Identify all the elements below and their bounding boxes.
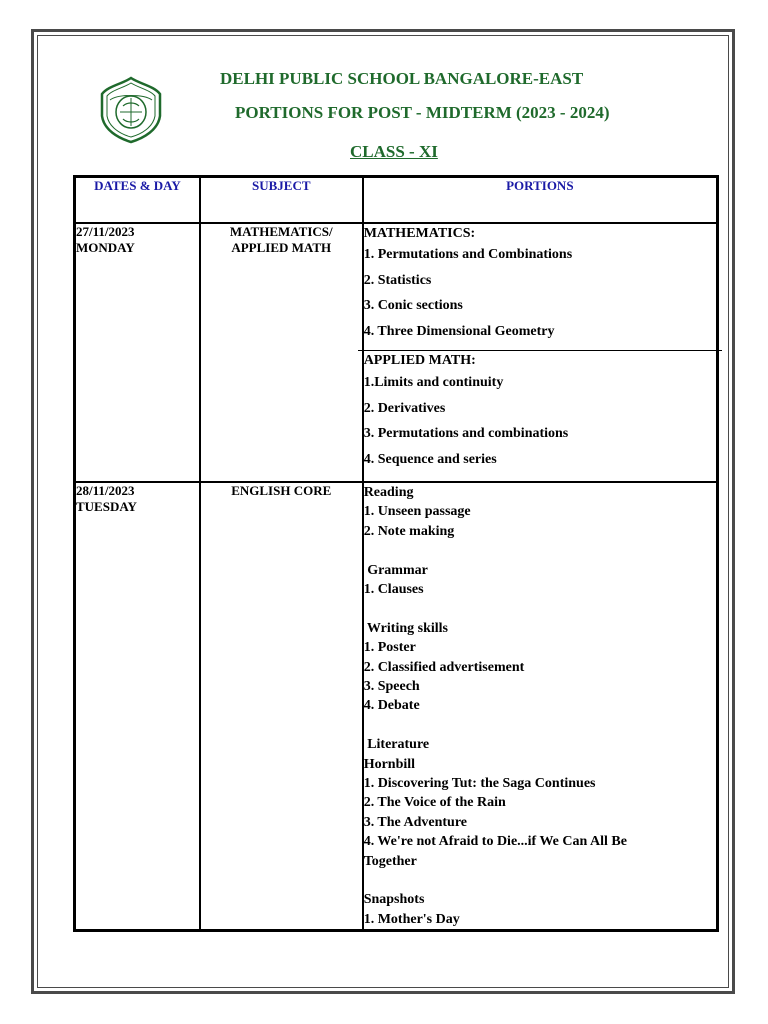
- portion-line: Reading: [363, 485, 414, 500]
- portion-line: Writing skills: [363, 620, 448, 636]
- portions-cell: [363, 482, 717, 930]
- portions-cell: [363, 223, 717, 482]
- portion-line: 1. Clauses: [363, 582, 424, 598]
- subject-name: ENGLISH CORE: [231, 483, 332, 498]
- portion-item: 2. Statistics: [363, 272, 432, 288]
- portion-line: 1. Unseen passage: [363, 504, 471, 520]
- portion-line: Snapshots: [363, 892, 425, 908]
- date-cell: [75, 223, 200, 482]
- portions-table: [73, 175, 719, 932]
- portion-line: 4. Debate: [363, 698, 420, 714]
- subject-cell: [200, 482, 363, 930]
- portion-section: [364, 351, 716, 481]
- exam-title: PORTIONS FOR POST - MIDTERM (2023 - 2024): [235, 103, 610, 122]
- portion-line: Together: [363, 853, 417, 869]
- portion-item: 3. Conic sections: [363, 298, 463, 313]
- class-title: CLASS - XI: [350, 142, 438, 161]
- exam-day: TUESDAY: [76, 499, 137, 514]
- exam-date: 28/11/2023: [76, 483, 135, 498]
- portion-line: 1. Poster: [363, 640, 416, 656]
- exam-date: 27/11/2023: [76, 224, 135, 239]
- portion-line: 2. Classified advertisement: [363, 659, 525, 675]
- portion-line: Literature: [363, 737, 430, 753]
- school-logo-icon: [100, 76, 162, 144]
- english-portions-list: [364, 483, 716, 929]
- column-header-portions: PORTIONS: [363, 177, 717, 223]
- date-cell: [75, 482, 200, 930]
- portion-item: 1.Limits and continuity: [363, 375, 504, 390]
- portion-line: Grammar: [363, 562, 428, 578]
- portion-item: 4. Three Dimensional Geometry: [363, 323, 555, 339]
- portion-line: Hornbill: [363, 756, 416, 772]
- column-header-dates: DATES & DAY: [75, 177, 200, 223]
- subject-name: MATHEMATICS/: [229, 224, 333, 239]
- portion-line: [364, 599, 716, 618]
- table-header-row: [75, 177, 717, 223]
- portion-line: 1. Mother's Day: [363, 911, 460, 927]
- portion-line: 4. We're not Afraid to Die...if We Can All Be: [363, 834, 627, 850]
- portion-line: [364, 716, 716, 735]
- section-heading: APPLIED MATH:: [363, 353, 476, 368]
- portion-line: 1. Discovering Tut: the Saga Continues: [363, 776, 596, 792]
- portion-line: [364, 541, 716, 560]
- exam-day: MONDAY: [76, 240, 135, 255]
- subject-cell: [200, 223, 363, 482]
- portion-section: [364, 224, 716, 350]
- portion-line: [364, 871, 716, 890]
- table-row: [75, 223, 717, 482]
- portion-item: 2. Derivatives: [363, 400, 446, 416]
- portion-line: 3. The Adventure: [363, 814, 468, 830]
- school-name: DELHI PUBLIC SCHOOL BANGALORE-EAST: [220, 69, 584, 88]
- portion-line: 2. The Voice of the Rain: [363, 795, 506, 811]
- subject-name: APPLIED MATH: [231, 240, 332, 255]
- table-row: [75, 482, 717, 930]
- portion-item: 4. Sequence and series: [363, 451, 497, 467]
- column-header-subject: SUBJECT: [200, 177, 363, 223]
- portion-line: 3. Speech: [363, 679, 420, 695]
- portion-item: 1. Permutations and Combinations: [363, 247, 573, 262]
- portion-item: 3. Permutations and combinations: [363, 426, 569, 441]
- section-heading: MATHEMATICS:: [363, 226, 476, 241]
- portion-line: 2. Note making: [363, 523, 455, 539]
